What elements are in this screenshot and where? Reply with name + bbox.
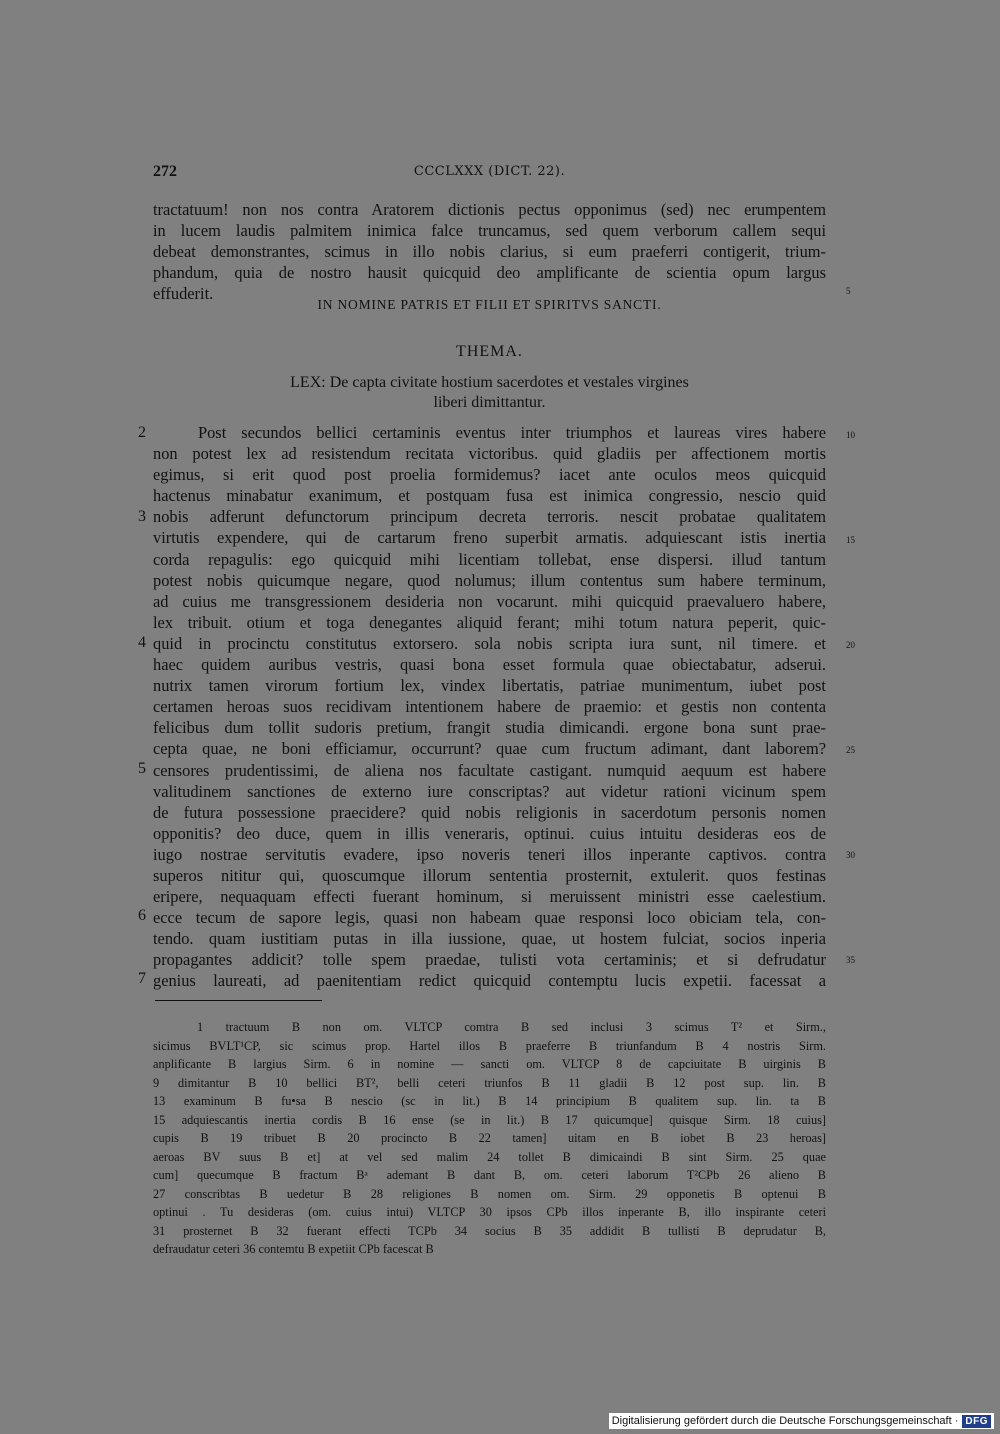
text-line: nobis adferunt defunctorum principum decreta terroris. nescit probatae qualitatem	[153, 507, 826, 527]
line-number: 15	[846, 535, 855, 545]
footnote-line: 15 adquiescantis inertia cordis B 16 ense (se in lit.) B 17 quicumque] quisque Sirm. 18 cuius]	[153, 1112, 826, 1127]
line-number: 35	[846, 955, 855, 965]
footnote-line: 9 dimitantur B 10 bellici BT², belli ceteri triunfos B 11 gladii B 12 post sup. lin. B	[153, 1075, 826, 1090]
lex-heading	[153, 373, 826, 413]
text-line: valitudinem sanctiones de externo iure conscriptas? aut videtur rationi vicinum spem	[153, 781, 826, 801]
text-line: eripere, nequaquam effecti fuerant hominum, si meruissent ministri esse caelestium.	[153, 887, 826, 907]
line-number: 25	[846, 745, 855, 755]
text-line: ad cuius me transgressionem desideria non vocarunt. mihi quicquid praevaluero habere,	[153, 591, 826, 611]
text-line: censores prudentissimi, de aliena nos facultate castigant. numquid aequum est habere	[153, 760, 826, 780]
text-line: ecce tecum de sapore legis, quasi non habeam quae responsi loco obiciam tela, con-	[153, 908, 826, 928]
footnote-line: aeroas BV suus B et] at vel sed malim 24 tollet B dimicaindi B sint Sirm. 25 quae	[153, 1149, 826, 1164]
text-line: hactenus minabatur exanimum, et postquam fusa est inimica congressio, nescio quid	[153, 486, 826, 506]
text-line: Post secundos bellici certaminis eventus inter triumphos et laureas vires habere	[198, 423, 826, 442]
footnote-divider	[155, 1000, 322, 1001]
line-number: 5	[846, 286, 851, 296]
text-line: tendo. quam iustitiam putas in illa iussione, quae, ut hostem fulciat, socios inperia	[153, 929, 826, 949]
footnote-line: 1 tractuum B non om. VLTCP comtra B sed inclusi 3 scimus T² et Sirm.,	[197, 1020, 826, 1034]
line-number: 20	[846, 640, 855, 650]
intro-paragraph	[153, 199, 826, 304]
text-line: nutrix tamen virorum fortium lex, vindex libertatis, patriae munimentum, iubet post	[153, 676, 826, 696]
main-text	[153, 422, 826, 992]
section-number: 4	[138, 634, 146, 651]
text-line: genius laureati, ad paenitentiam redict quicquid contemptu lucis expetii. facessat a	[153, 971, 826, 991]
text-line: propagantes addicit? tolle spem praedae, tulisti vota certaminis; et si defrudatur	[153, 950, 826, 970]
footnote-line: sicimus BVLT¹CP, sic scimus prop. Hartel illos B praeferre B triunfandum B 4 nostris Sirm.	[153, 1038, 826, 1053]
footnote-line: 27 conscribtas B uedetur B 28 religiones B nomen om. Sirm. 29 opponetis B optenui B	[153, 1186, 826, 1201]
page-number: 272	[153, 163, 177, 180]
thema-heading: THEMA.	[456, 343, 523, 360]
text-line: de futura possessione praecidere? quid nobis religionis in sacerdotum personis nomen	[153, 802, 826, 822]
page-header	[153, 163, 826, 185]
section-number: 7	[138, 970, 146, 987]
line-number: 30	[846, 850, 855, 860]
text-line: phandum, quia de nostro hausit quicquid deo amplificante de scientia opum largus	[153, 263, 826, 283]
footnote-line: 13 examinum B fu•sa B nescio (sc in lit.) B 14 principium B qualitem sup. lin. ta B	[153, 1094, 826, 1108]
text-line: haec quidem auribus vestris, quasi bona esset formula quae obiectabatur, adserui.	[153, 655, 826, 675]
text-line: superos nititur qui, quoscumque illorum sententia prosternit, extulerit. quos festinas	[153, 865, 826, 885]
dfg-logo: DFG	[962, 1415, 991, 1428]
footnote-line: optinui . Tu desideras (om. cuius intui) VLTCP 30 ipsos CPb illos inperante B, illo inspirante ceteri	[153, 1205, 826, 1219]
section-number: 3	[138, 508, 146, 525]
text-line: quid in procinctu constitutus extorsero. sola nobis scripta iura sunt, nil timere. et	[153, 633, 826, 653]
section-number: 2	[138, 424, 146, 441]
text-line: cepta quae, ne boni efficiamur, occurrunt? quae cum fructum adimant, dant laborem?	[153, 739, 826, 759]
text-line: lex tribuit. otium et toga denegantes aliquid ferant; mihi totum natura peperit, quic-	[153, 612, 826, 632]
text-line: opponitis? deo duce, quem in illis veneraris, optinui. cuius intuitu desideras eos de	[153, 823, 826, 843]
footnote-line: anplificante B largius Sirm. 6 in nomine — sancti om. VLTCP 8 de capciuitate B uirginis B	[153, 1057, 826, 1071]
footnote-line: defraudatur ceteri 36 contemtu B expetiit CPb facescat B	[153, 1242, 434, 1256]
text-line: debeat demonstrantes, scimus in illo nobis clarius, si eum praeferri contigerit, trium-	[153, 242, 826, 262]
text-line: tractatuum! non nos contra Aratorem dictionis pectus opponimus (sed) nec erumpentem	[153, 200, 826, 219]
funding-credit: Digitalisierung gefördert durch die Deutsche Forschungsgemeinschaft ·	[611, 1415, 959, 1427]
lex-line: liberi dimittantur.	[433, 394, 546, 411]
text-line: non potest lex ad resistendum recitata victoribus. quid gladiis per affectionem mortis	[153, 444, 826, 464]
line-number: 10	[846, 430, 855, 440]
lex-line: LEX: De capta civitate hostium sacerdotes et vestales virgines	[290, 374, 689, 391]
text-line: corda repagulis: ego quicquid mihi licentiam tollebat, ense dispersi. illud tantum	[153, 549, 826, 569]
footnote-line: cupis B 19 tribuet B 20 procincto B 22 tamen] uitam en B iobet B 23 heroas]	[153, 1131, 826, 1145]
text-line: iugo nostrae servitutis evadere, ipso noveris teneri illos inperante captivos. contra	[153, 844, 826, 864]
text-line: potest nobis quicumque negare, quod nolumus; illum contentus sum habere terminum,	[153, 570, 826, 590]
text-line: egimus, si erit quod post proelia formidemus? iacet ante oculos meos quicquid	[153, 465, 826, 485]
section-number: 5	[138, 760, 146, 777]
text-line: virtutis expendere, qui de cartarum freno superbit armatis. adquiescant istis inertia	[153, 528, 826, 548]
footnote-line: 31 prosternet B 32 fuerant effecti TCPb 34 socius B 35 addidit B tullisti B deprudatur B,	[153, 1223, 826, 1238]
text-line: effuderit.	[153, 284, 214, 304]
section-number: 6	[138, 907, 146, 924]
funding-footer	[609, 1413, 994, 1429]
running-title: CCCLXXX (DICT. 22).	[413, 164, 566, 179]
footnote-line: cum] quecumque B fractum Bᵃ ademant B dant B, om. ceteri laborum T²CPb 26 alieno B	[153, 1168, 826, 1182]
invocation: IN NOMINE PATRIS ET FILII ET SPIRITVS SANCTI.	[317, 297, 662, 312]
text-line: in lucem laudis palmitem inimica falce truncamus, sed quem verborum callem sequi	[153, 221, 826, 241]
text-line: certamen heroas suos recidivam intentionem habere de praemio: et gestis non contenta	[153, 697, 826, 717]
critical-apparatus	[153, 1018, 826, 1259]
text-line: felicibus dum tollit sudoris pretium, frangit studia dimicandi. ergone bona sunt prae-	[153, 718, 826, 738]
